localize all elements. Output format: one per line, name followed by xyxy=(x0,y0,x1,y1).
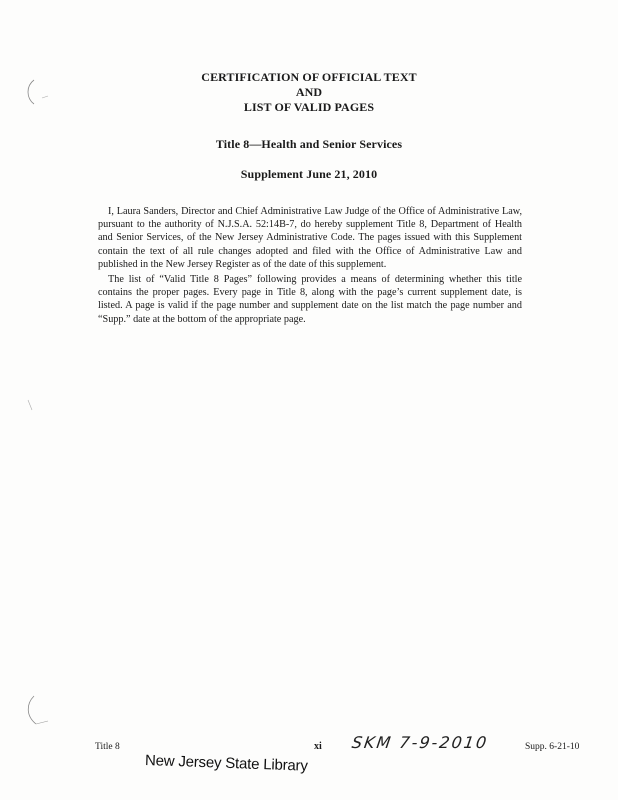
hole-punch-mark-middle xyxy=(26,398,38,414)
title-heading: Title 8—Health and Senior Services xyxy=(215,137,403,151)
footer-supplement-date: Supp. 6-21-10 xyxy=(525,742,580,752)
certification-heading-line2: AND xyxy=(295,85,323,99)
certification-heading xyxy=(0,70,618,115)
certification-heading-line1: CERTIFICATION OF OFFICIAL TEXT xyxy=(201,70,417,84)
hole-punch-mark-bottom xyxy=(22,694,52,728)
footer-page-number: xi xyxy=(314,741,322,752)
handwritten-note: SKM 7-9-2010 xyxy=(350,733,490,752)
library-stamp: New Jersey State Library xyxy=(144,752,308,775)
footer-title: Title 8 xyxy=(95,742,120,752)
certification-paragraph: I, Laura Sanders, Director and Chief Administrative Law Judge of the Office of Administrative Law, pursuant to the authority of N.J.S.A. 52:14B-7, do hereby supplement Title 8, Department of Health and Senior Services, of the New Jersey Administrative Code. The pages issued with this Supplement contain the text of all rule changes adopted and filed with the Office of Administrative Law and published in the New Jersey Register as of the date of this supplement. xyxy=(98,206,522,270)
certification-heading-line3: LIST OF VALID PAGES xyxy=(243,100,375,114)
supplement-heading: Supplement June 21, 2010 xyxy=(240,167,378,181)
valid-pages-paragraph: The list of “Valid Title 8 Pages” following provides a means of determining whether this title contains the proper pages. Every page in Title 8, along with the page’s current supplement date, is listed. A page is valid if the page number and supplement date on the list match the page number and “Supp.” date at the bottom of the appropriate page. xyxy=(98,274,522,325)
